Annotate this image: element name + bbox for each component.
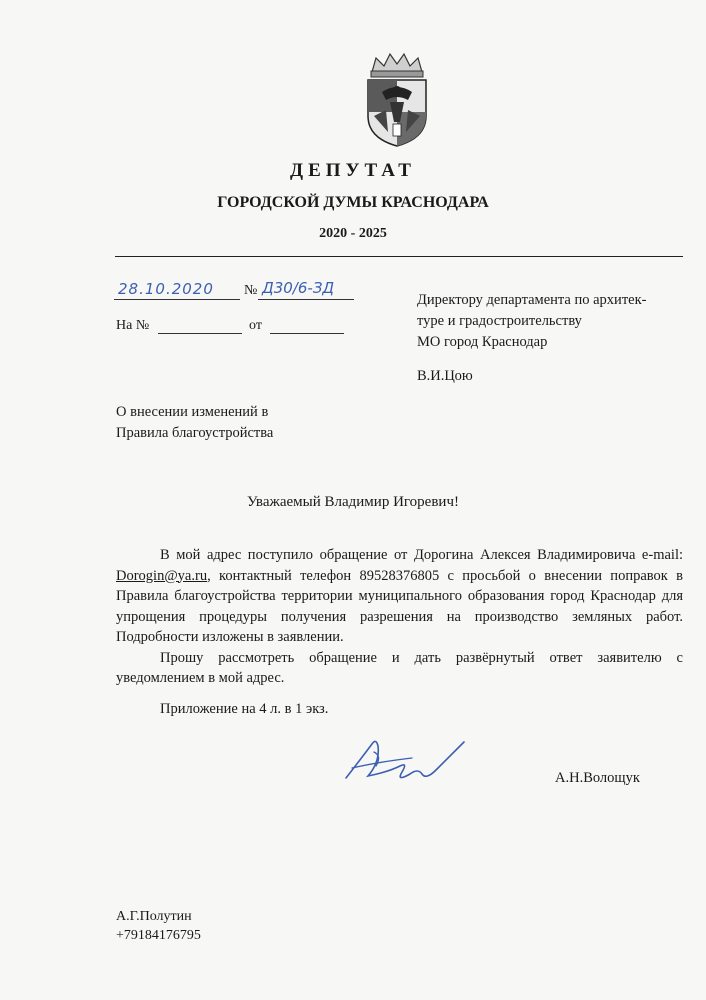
reply-number-underline bbox=[158, 333, 242, 334]
registration-number: Д30/6-ЗД bbox=[262, 279, 335, 297]
subject-line: О внесении изменений в bbox=[116, 404, 269, 420]
letterhead-title: ДЕПУТАТ bbox=[290, 160, 416, 181]
subject-block bbox=[116, 402, 336, 444]
date-underline bbox=[114, 299, 240, 300]
subject-line: Правила благоустройства bbox=[116, 425, 274, 441]
letterhead-years: 2020 - 2025 bbox=[319, 226, 387, 241]
reply-number-label: На № bbox=[116, 318, 150, 333]
addressee-line: МО город Краснодар bbox=[417, 334, 548, 350]
reply-from-label: от bbox=[249, 318, 262, 333]
attachment-note: Приложение на 4 л. в 1 экз. bbox=[160, 701, 329, 717]
number-underline bbox=[258, 299, 354, 300]
reply-from-underline bbox=[270, 333, 344, 334]
body-paragraph bbox=[116, 545, 683, 648]
addressee-line: туре и градостроительству bbox=[417, 313, 582, 329]
coat-of-arms-icon bbox=[360, 52, 434, 148]
email-link[interactable]: Dorogin@ya.ru bbox=[116, 567, 208, 584]
signer-name: А.Н.Волощук bbox=[555, 770, 640, 786]
executor-block bbox=[116, 907, 201, 945]
body-paragraph: Прошу рассмотреть обращение и дать развёрнутый ответ заявителю с уведомлением в мой адрес. bbox=[116, 649, 683, 686]
executor-name: А.Г.Полутин bbox=[116, 909, 192, 924]
body-text-end: , контактный телефон 89528376805 с просьбой о внесении поправок в Правила благоустройства территории муниципального образования город Краснодар для упрощения процедуры получения разрешения на производство земляных работ. Подробности изложены в заявлении. bbox=[116, 567, 683, 645]
addressee-block bbox=[417, 290, 697, 353]
letter-body bbox=[116, 545, 683, 689]
header-divider bbox=[115, 256, 683, 257]
registration-date: 28.10.2020 bbox=[118, 280, 214, 298]
letterhead-subtitle: ГОРОДСКОЙ ДУМЫ КРАСНОДАРА bbox=[217, 194, 489, 211]
addressee-name: В.И.Цою bbox=[417, 368, 473, 384]
executor-phone: +79184176795 bbox=[116, 928, 201, 943]
greeting: Уважаемый Владимир Игоревич! bbox=[247, 494, 459, 510]
addressee-line: Директору департамента по архитек- bbox=[417, 292, 647, 308]
number-label: № bbox=[244, 283, 258, 298]
signature-icon bbox=[338, 732, 472, 790]
body-text-start: В мой адрес поступило обращение от Дорогина Алексея Владимировича e-mail: bbox=[160, 547, 683, 563]
